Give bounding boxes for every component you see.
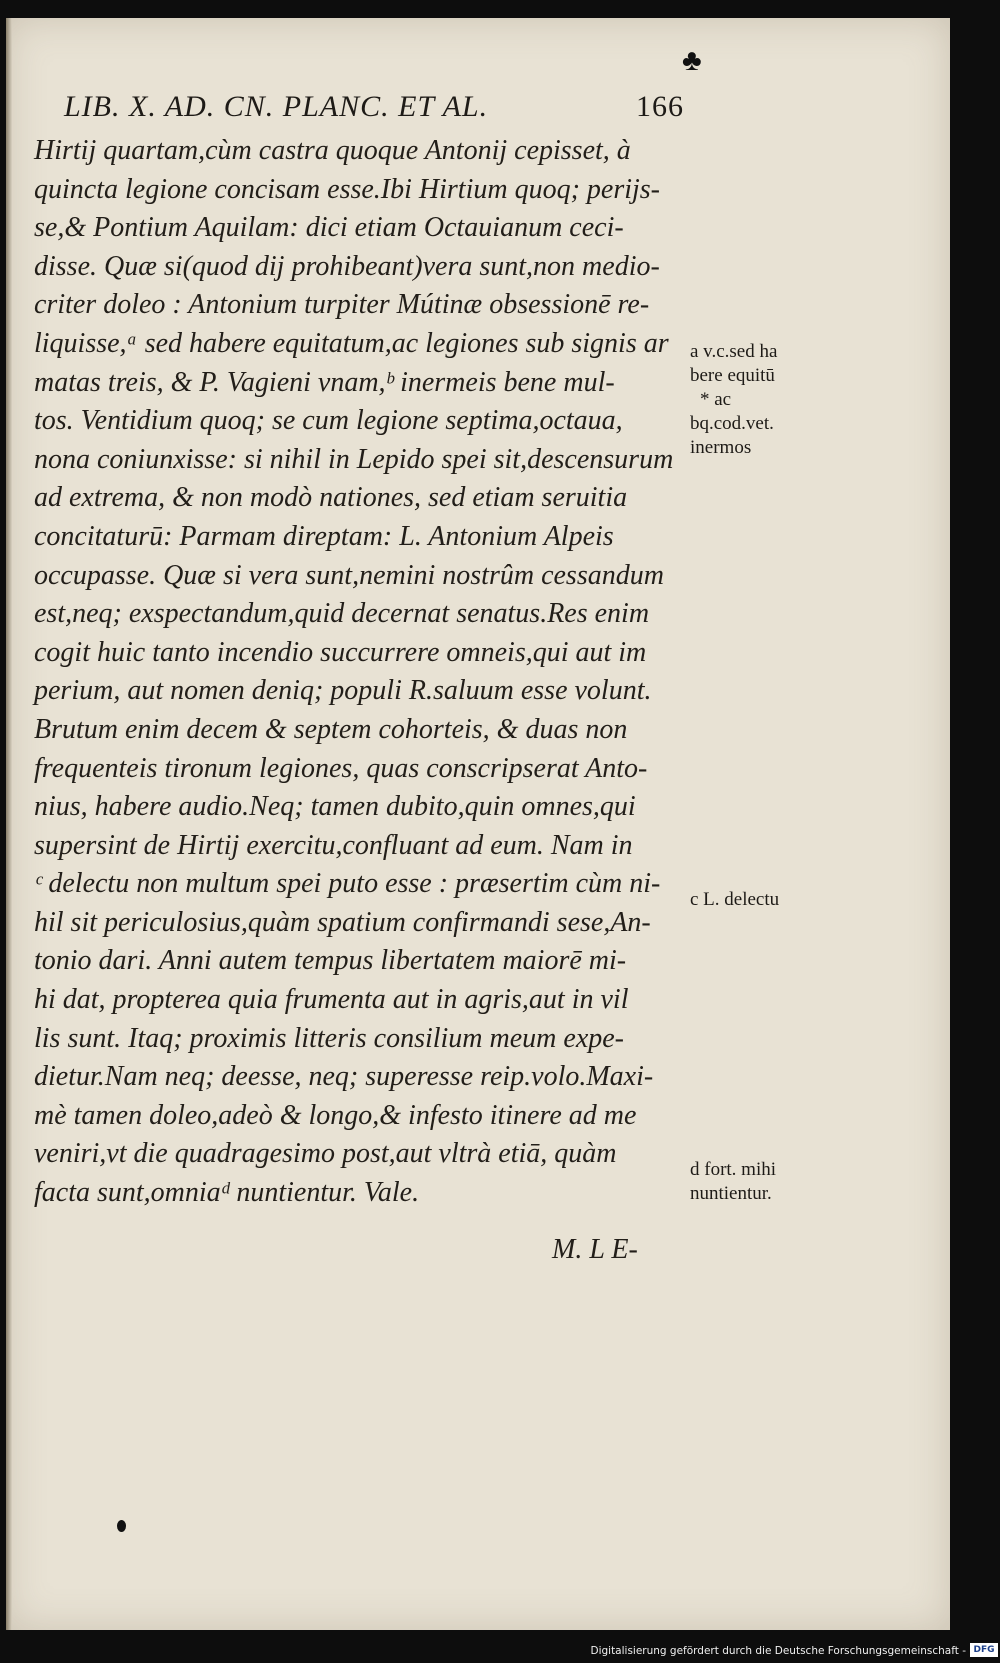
text-line: ad extrema, & non modò nationes, sed etiam seruitia bbox=[34, 482, 628, 514]
margin-note-line: nuntientur. bbox=[690, 1183, 772, 1204]
text-line: est,neq; exspectandum,quid decernat senatus.Res enim bbox=[34, 598, 650, 630]
text-line: facta sunt,omniaᵈ nuntientur. Vale. bbox=[34, 1177, 420, 1209]
text-line: disse. Quæ si(quod dij prohibeant)vera sunt,non medio- bbox=[34, 250, 660, 282]
running-head bbox=[64, 90, 684, 124]
text-line: ᶜ delectu non multum spei puto esse : præsertim cùm ni- bbox=[34, 868, 661, 900]
text-line: cogit huic tanto incendio succurrere omneis,qui aut im bbox=[34, 636, 647, 668]
margin-note-d bbox=[690, 1158, 840, 1206]
margin-note-line: a v.c.sed ha bbox=[690, 341, 778, 362]
margin-note-c bbox=[690, 888, 840, 912]
text-line: tos. Ventidium quoq; se cum legione septima,octaua, bbox=[34, 405, 623, 437]
text-line: quincta legione concisam esse.Ibi Hirtium quoq; perijs- bbox=[34, 173, 661, 205]
text-line: veniri,vt die quadragesimo post,aut vltrà etiā, quàm bbox=[34, 1138, 617, 1170]
text-line: liquisse,ᵃ sed habere equitatum,ac legiones sub signis ar bbox=[34, 327, 669, 359]
text-line: Brutum enim decem & septem cohorteis, & duas non bbox=[34, 713, 628, 745]
margin-note-line: d fort. mihi bbox=[690, 1159, 777, 1180]
text-line: supersint de Hirtij exercitu,confluant ad eum. Nam in bbox=[34, 829, 633, 861]
margin-note-line: c L. delectu bbox=[690, 889, 780, 910]
text-line: perium, aut nomen deniq; populi R.saluum esse volunt. bbox=[34, 675, 652, 707]
ink-blot-mark: ♣ bbox=[682, 44, 702, 77]
text-line: Hirtij quartam,cùm castra quoque Antonij cepisset, à bbox=[34, 135, 631, 166]
catchword: M. L E- bbox=[552, 1234, 638, 1265]
text-line: concitaturū: Parmam direptam: L. Antonium Alpeis bbox=[34, 520, 614, 552]
text-line: dietur.Nam neq; deesse, neq; superesse reip.volo.Maxi- bbox=[34, 1061, 654, 1093]
text-line: hi dat, propterea quia frumenta aut in agris,aut in vil bbox=[34, 984, 629, 1016]
body-text bbox=[34, 132, 694, 1213]
text-line: tonio dari. Anni autem tempus libertatem maiorē mi- bbox=[34, 945, 627, 977]
text-line: lis sunt. Itaq; proximis litteris consilium meum expe- bbox=[34, 1022, 624, 1054]
margin-note-a bbox=[690, 340, 840, 460]
dfg-logo: DFG bbox=[970, 1643, 998, 1657]
text-line: nius, habere audio.Neq; tamen dubito,quin omnes,qui bbox=[34, 791, 636, 823]
page-gutter-edge bbox=[6, 18, 12, 1630]
footer-credit: Digitalisierung gefördert durch die Deutsche Forschungsgemeinschaft - bbox=[590, 1645, 966, 1657]
ink-dot bbox=[117, 1520, 126, 1532]
page-number: 166 bbox=[636, 90, 684, 123]
text-line: frequenteis tironum legiones, quas conscripserat Anto- bbox=[34, 752, 648, 784]
margin-note-line: bere equitū bbox=[690, 365, 775, 386]
text-line: criter doleo : Antonium turpiter Mútinæ obsessionē re- bbox=[34, 289, 650, 321]
margin-note-line: inermos bbox=[690, 437, 752, 458]
text-line: hil sit periculosius,quàm spatium confirmandi sese,An- bbox=[34, 906, 651, 938]
margin-note-line: * ac bbox=[700, 389, 732, 410]
running-head-title: LIB. X. AD. CN. PLANC. ET AL. bbox=[64, 90, 489, 123]
text-line: nona coniunxisse: si nihil in Lepido spei sit,descensurum bbox=[34, 443, 674, 475]
text-line: se,& Pontium Aquilam: dici etiam Octauianum ceci- bbox=[34, 212, 624, 244]
margin-note-line: bq.cod.vet. bbox=[690, 413, 774, 434]
text-line: mè tamen doleo,adeò & longo,& infesto itinere ad me bbox=[34, 1099, 637, 1131]
text-line: occupasse. Quæ si vera sunt,nemini nostrûm cessandum bbox=[34, 559, 664, 591]
text-line: matas treis, & P. Vagieni vnam,ᵇ inermeis bene mul- bbox=[34, 366, 615, 398]
